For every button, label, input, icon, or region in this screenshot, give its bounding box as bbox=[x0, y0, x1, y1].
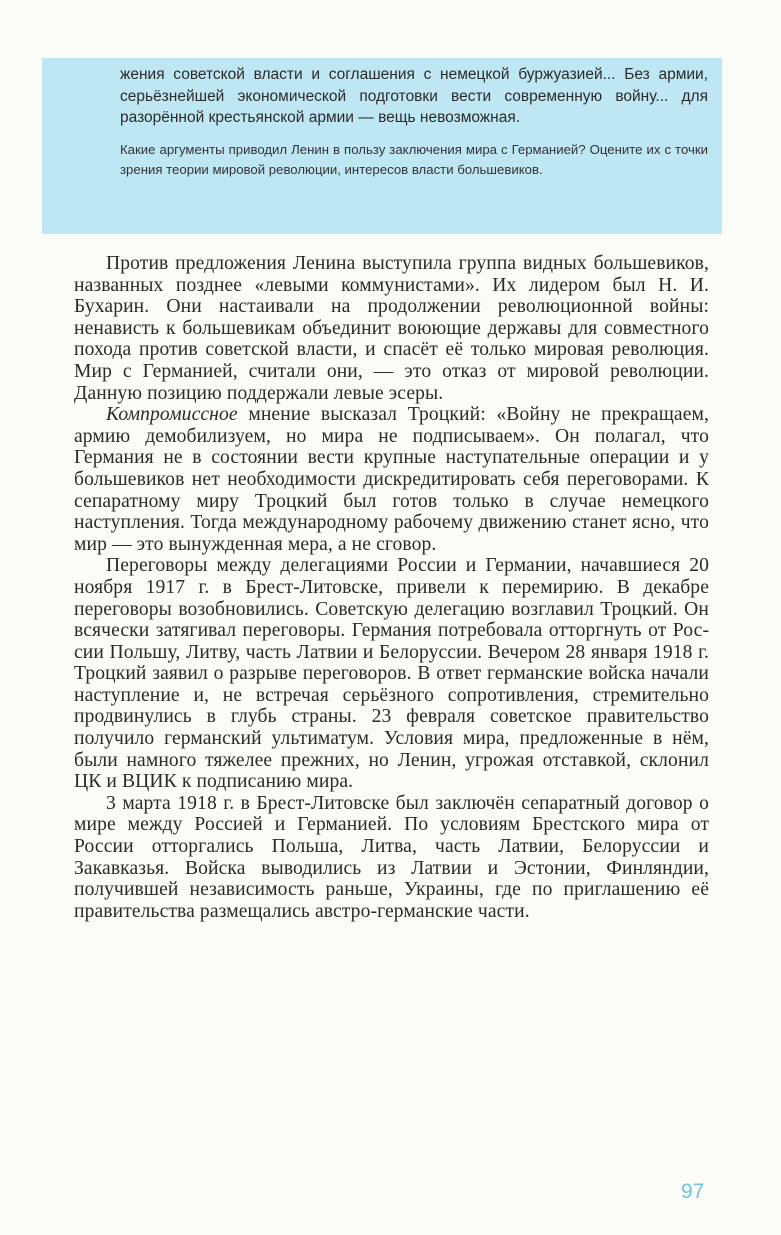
paragraph-negotiations: Переговоры между делегациями России и Германии, начавшиеся 20 ноября 1917 г. в Брест-Литовске, привели к перемирию. В декабре переговоры возобновились. Советскую делегацию возглавил Троцкий. Он всячески затягивал переговоры. Германия потребовала отторгнуть от России Польшу, Литву, часть Латвии и Белоруссии. Вечером 28 января 1918 г. Троцкий заявил о разрыве переговоров. В ответ германские войска начали наступление и, не встречая серьёзного сопротивления, стремительно продвинулись в глубь страны. 23 февраля советское правительство получило германский ультиматум. Условия мира, предложенные в нём, были намного тяжелее прежних, но Ленин, угрожая отставкой, склонил ЦК и ВЦИК к подписанию мира. bbox=[74, 555, 709, 793]
lenin-quote: жения советской власти и соглашения с немецкой буржуазией... Без армии, серьёзнейшей экономической подготовки вести современную войну... для разорённой крестьянской армии — вещь невозможная. bbox=[120, 66, 708, 126]
emphasis-term: Компромиссное bbox=[106, 404, 238, 426]
paragraph-brest-treaty: 3 марта 1918 г. в Брест-Литовске был заключён сепаратный договор о мире между Россией и Германией. По условиям Брестского мира от России отторгались Польша, Литва, часть Латвии, Белоруссии и Закавказья. Войска выводились из Латвии и Эстонии, Финляндии, получившей независимость раньше, Украины, где по приглашению её правительства размещались австро-германские части. bbox=[74, 792, 709, 922]
page-number: 97 bbox=[681, 1180, 705, 1203]
paragraph-trotsky-text: мнение высказал Троцкий: «Войну не прекращаем, армию демобилизуем, но мира не подписываем». Он полагал, что Германия не в состоянии вести крупные наступательные операции и у большевиков нет необходимости дискредитировать себя переговорами. К сепаратному миру Троцкий был готов только в случае немецкого наступления. Тогда международному рабочему движению станет ясно, что мир — это вынужденная мера, а не сговор. bbox=[74, 404, 709, 555]
paragraph-trotsky-position bbox=[74, 404, 709, 555]
review-question: Какие аргументы приводил Ленин в пользу заключения мира с Германией? Оцените их с точки зрения теории мировой революции, интересов власти большевиков. bbox=[120, 141, 708, 177]
paragraph-left-communists: Против предложения Ленина выступила группа видных большевиков, названных позднее «левыми коммунистами». Их лидером был Н. И. Бухарин. Они настаивали на продолжении революционной войны: ненависть к большевикам объединит воюющие державы для совместного похода против советской власти, и спасёт её только мировая революция. Мир с Германией, считали они, — это отказ от мировой революции. Данную позицию поддержали левые эсеры. bbox=[74, 253, 709, 404]
source-excerpt-box bbox=[42, 58, 722, 234]
body-text bbox=[74, 253, 709, 922]
